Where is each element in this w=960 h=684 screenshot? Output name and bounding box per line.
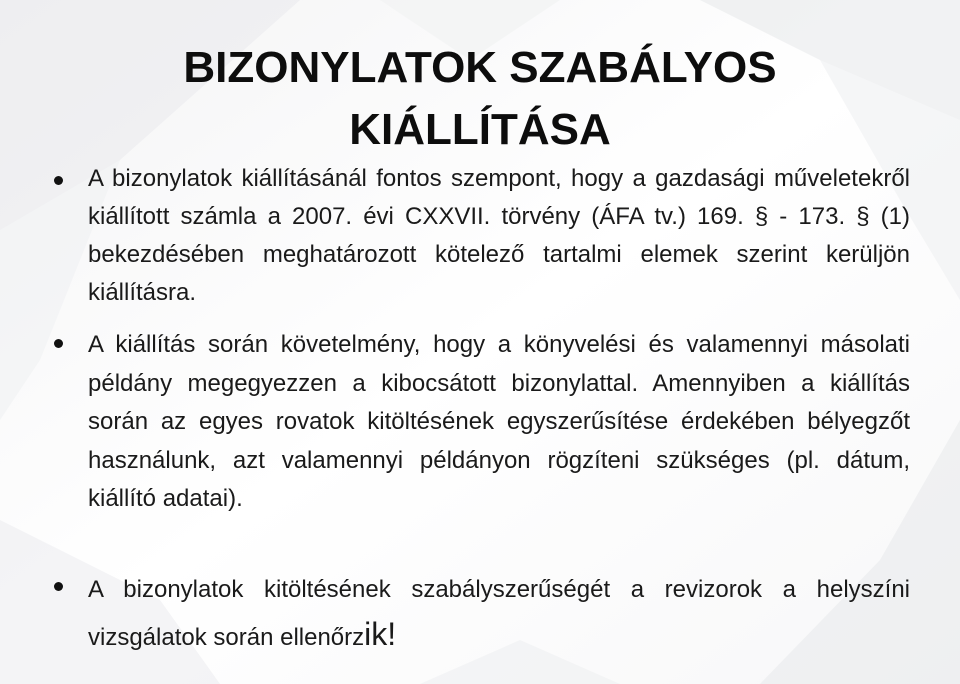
title-line-1: BIZONYLATOK SZABÁLYOS — [183, 43, 777, 93]
bullet-text: A kiállítás során követelmény, hogy a könyvelési és valamennyi másolati példány megegyezzen a kibocsátott bizonylattal. Amennyiben a kiállítás során az egyes rovatok kitöltésének egyszerűsítése érdekében bélyegzőt használunk, azt valamennyi példányon rögzíteni szükséges (pl. dátum, kiállító adatai). — [88, 331, 910, 512]
bullet-text: A bizonylatok kiállításánál fontos szempont, hogy a gazdasági műveletekről kiállított számla a 2007. évi CXXVII. törvény (ÁFA tv.) 169. § - 173. § (1) bekezdésében meghatározott kötelező tartalmi elemek szerint kerüljön kiállításra. — [88, 165, 910, 306]
bullet-text-main: A bizonylatok kitöltésének szabályszerűségét a revizorok a helyszíni vizsgálatok során ellenőrz — [88, 576, 910, 651]
slide-title — [100, 37, 860, 161]
bullet-text-suffix: ik! — [364, 616, 397, 652]
bullet-text — [88, 568, 910, 660]
bullet-dot-icon — [54, 582, 63, 591]
bullet-dot-icon — [54, 339, 63, 348]
bullet-dot-icon — [54, 176, 63, 185]
title-line-2: KIÁLLÍTÁSA — [349, 105, 611, 155]
